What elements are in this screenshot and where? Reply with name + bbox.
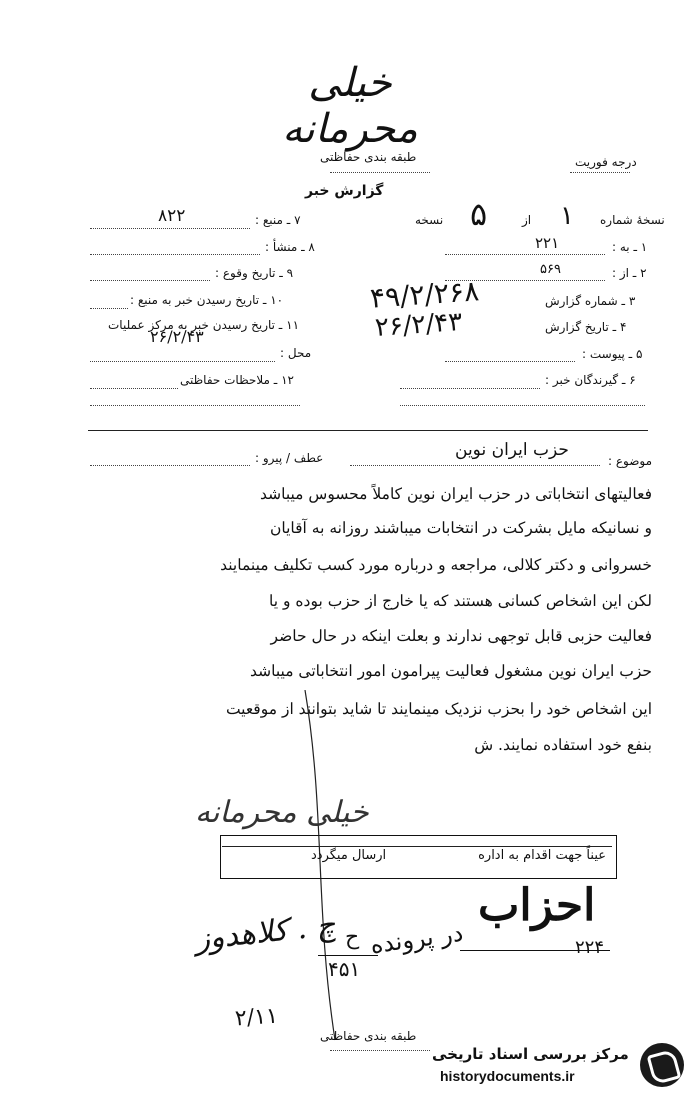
attachment-label: ۵ ـ پیوست : <box>582 347 643 361</box>
to-label: ۱ ـ به : <box>612 240 648 254</box>
body-line-2: و نسانیکه مایل بشرکت در انتخابات میباشند روزانه به آقایان <box>269 519 652 537</box>
classification-handwritten-bottom: خیلی محرمانه <box>195 795 369 830</box>
initials-handwritten: ۲/۱۱ <box>234 1003 279 1032</box>
fraction-bar <box>318 955 378 956</box>
recipients-label: ۶ ـ گیرندگان خبر : <box>545 373 636 387</box>
security-notes-dotline <box>90 388 178 389</box>
source-dotline <box>90 228 250 229</box>
code-underline <box>460 950 610 951</box>
copies-value: ۵ <box>470 195 488 233</box>
report-date-label: ۴ ـ تاریخ گزارش <box>545 320 627 334</box>
source-label: ۷ ـ منبع : <box>255 213 301 227</box>
recipients-dotline-2 <box>400 405 645 406</box>
dispatch-text-left: ارسال میگردد <box>311 848 387 863</box>
body-line-8: بنفع خود استفاده نمایند. ش <box>474 736 652 754</box>
priority-dotline <box>570 172 630 173</box>
classification-handwritten-top: خیلی محرمانه <box>282 60 418 152</box>
of-label: از <box>522 213 532 227</box>
from-label: ۲ ـ از : <box>612 266 647 280</box>
filing-note: در پرونده <box>368 918 465 960</box>
report-date-value: ۲۶/۲/۴۳ <box>374 306 464 344</box>
body-line-1: فعالیتهای انتخاباتی در حزب ایران نوین کاملاً محسوس میباشد <box>259 485 652 503</box>
watermark-url: historydocuments.ir <box>440 1068 575 1084</box>
security-notes-dotline-2 <box>90 405 300 406</box>
body-line-4: لکن این اشخاص کسانی هستند که یا خارج از حزب بوده و یا <box>269 592 652 610</box>
department-handwritten: احزاب <box>478 880 596 931</box>
report-number-value: ۴۹/۲/۲۶۸ <box>368 274 481 315</box>
stamp-inner-line <box>222 846 612 847</box>
to-value: ۲۲۱ <box>535 234 560 252</box>
separator-line <box>88 430 648 431</box>
copy-number-value: ۱ <box>560 201 574 231</box>
received-from-source-dotline <box>90 308 128 309</box>
body-line-6: حزب ایران نوین مشغول فعالیت پیرامون امور انتخاباتی میباشد <box>250 662 652 680</box>
from-value: ۵۶۹ <box>540 262 561 277</box>
body-line-3: خسروانی و دکتر کلالی، مراجعه و درباره مورد کسب تکلیف مینمایند <box>220 556 652 574</box>
copies-label: نسخه <box>415 213 444 227</box>
place-dotline <box>90 361 275 362</box>
dispatch-text-right: عیناً جهت اقدام به اداره <box>478 848 606 863</box>
ref-label: عطف / پیرو : <box>255 451 324 465</box>
to-dotline <box>445 254 605 255</box>
report-title: گزارش خبر <box>305 183 384 199</box>
report-number-label: ۳ ـ شماره گزارش <box>545 294 636 308</box>
classification-label-top: طبقه بندی حفاظتی <box>320 150 417 164</box>
fraction-bottom: ۴۵۱ <box>328 957 361 981</box>
received-from-source-label: ۱۰ ـ تاریخ رسیدن خبر به منبع : <box>130 293 284 307</box>
archive-logo-icon <box>640 1043 684 1087</box>
origin-dotline <box>90 254 260 255</box>
priority-label: درجه فوریت <box>575 155 637 169</box>
attachment-dotline <box>445 361 575 362</box>
filing-signature: چ . کلاهدوز <box>193 907 338 958</box>
ref-dotline <box>90 465 250 466</box>
recipients-dotline <box>400 388 540 389</box>
received-label: ۱۱ ـ تاریخ رسیدن خبر به مرکز عملیات <box>108 318 300 332</box>
place-label: محل : <box>280 346 312 360</box>
watermark-name: مرکز بررسی اسناد تاریخی <box>432 1045 629 1063</box>
event-date-label: ۹ ـ تاریخ وقوع : <box>215 266 294 280</box>
classification-dotline-bottom <box>330 1050 430 1051</box>
received-value: ۲۶/۲/۴۳ <box>150 327 204 346</box>
source-value: ۸۲۲ <box>158 206 186 226</box>
subject-dotline <box>350 465 600 466</box>
subject-value: حزب ایران نوین <box>455 440 569 460</box>
classification-label-bottom: طبقه بندی حفاظتی <box>320 1029 417 1043</box>
copy-number-label: نسخهٔ شماره <box>600 213 665 227</box>
security-notes-label: ۱۲ ـ ملاحظات حفاظتی <box>180 373 294 387</box>
event-date-dotline <box>90 280 210 281</box>
body-line-5: فعالیت حزبی قابل توجهی ندارند و بعلت اینکه در حال حاضر <box>270 627 652 645</box>
origin-label: ۸ ـ منشأ : <box>265 240 315 254</box>
classification-dotline <box>330 172 430 173</box>
fraction-top: ح <box>345 925 360 950</box>
subject-label: موضوع : <box>608 454 653 468</box>
body-line-7: این اشخاص خود را بحزب نزدیک مینمایند تا شاید بتوانند از موقعیت <box>225 700 652 718</box>
code-handwritten: ۲۲۴ <box>575 937 605 958</box>
dispatch-stamp-box <box>220 835 617 879</box>
